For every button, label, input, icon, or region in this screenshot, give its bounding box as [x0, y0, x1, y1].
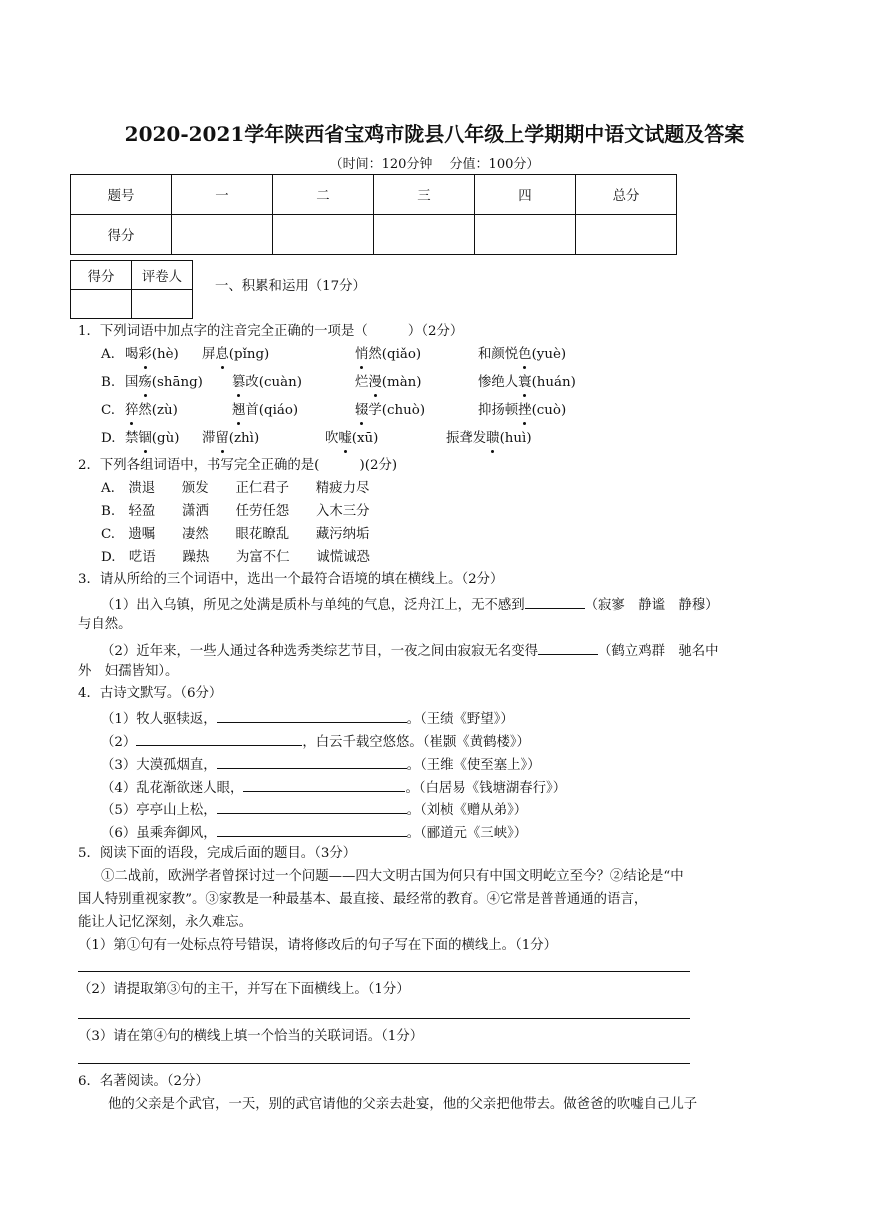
answer-line[interactable] — [78, 1063, 690, 1064]
score-blank-cell[interactable] — [172, 215, 273, 255]
grader-score-blank[interactable] — [71, 290, 132, 319]
question-2-stem: 2．下列各组词语中，书写完全正确的是( )(2分) — [78, 458, 398, 473]
score-cell: 三 — [374, 175, 475, 215]
q5-passage-line: ①二战前，欧洲学者曾探讨过一个问题——四大文明古国为何只有中国文明屹立至今？②结论是“中 — [101, 869, 684, 884]
score-blank-cell[interactable] — [374, 215, 475, 255]
page-title: 2020-2021学年陕西省宝鸡市陇县八年级上学期期中语文试题及答案 — [124, 122, 745, 146]
score-table-score-row — [71, 215, 677, 255]
q5-passage-line: 能让人记忆深刻，永久难忘。 — [78, 915, 253, 930]
q6-passage-line: 他的父亲是个武官，一天，别的武官请他的父亲去赴宴，他的父亲把他带去。做爸爸的吹嘘自己儿子 — [108, 1097, 698, 1112]
q4-line-2: （2） ，白云千载空悠悠。（崔颢《黄鹤楼》） — [101, 731, 530, 752]
answer-blank[interactable] — [243, 777, 405, 792]
score-cell: 一 — [172, 175, 273, 215]
answer-blank[interactable] — [525, 594, 585, 609]
question-4-stem: 4．古诗文默写。（6分） — [78, 686, 223, 701]
q5-passage-line: 国人特别重视家教”。③家教是一种最基本、最直接、最经常的教育。④它常是普普通通的语言， — [78, 892, 648, 907]
score-row-label: 得分 — [71, 215, 172, 255]
q5-sub-2: （2）请提取第③句的主干，并写在下面横线上。（1分） — [78, 982, 410, 997]
q4-line-1: （1）牧人驱犊返， 。（王绩《野望》） — [101, 708, 514, 729]
score-blank-cell[interactable] — [273, 215, 374, 255]
answer-blank[interactable] — [217, 799, 407, 814]
q2-option-d: D. 呓语 躁热 为富不仁 诚慌诚恐 — [101, 550, 370, 565]
q3-sub-2: （2）近年来，一些人通过各种选秀类综艺节目，一夜之间由寂寂无名变得 （鹤立鸡群 驰名中 — [101, 640, 719, 661]
answer-line[interactable] — [78, 971, 690, 972]
section-heading: 一、积累和运用（17分） — [215, 279, 366, 294]
grader-score-label: 得分 — [71, 261, 132, 290]
answer-blank[interactable] — [136, 731, 302, 746]
score-table — [70, 174, 677, 255]
grader-table — [70, 260, 193, 319]
score-blank-cell[interactable] — [475, 215, 576, 255]
question-6-stem: 6．名著阅读。（2分） — [78, 1074, 209, 1089]
q2-option-a: A. 溃退 颁发 正仁君子 精疲力尽 — [101, 481, 370, 496]
score-blank-cell[interactable] — [576, 215, 677, 255]
q3-sub-1-cont: 与自然。 — [78, 617, 132, 632]
q4-line-5: （5）亭亭山上松， 。（刘桢《赠从弟》） — [101, 799, 527, 820]
grader-label: 评卷人 — [132, 261, 193, 290]
question-5-stem: 5．阅读下面的语段，完成后面的题目。（3分） — [78, 846, 357, 861]
score-cell: 题号 — [71, 175, 172, 215]
q4-line-4: （4）乱花渐欲迷人眼， 。（白居易《钱塘湖春行》） — [101, 777, 566, 798]
q4-line-3: （3）大漠孤烟直， 。（王维《使至塞上》） — [101, 754, 541, 775]
score-table-header-row — [71, 175, 677, 215]
question-3-stem: 3．请从所给的三个词语中，选出一个最符合语境的填在横线上。（2分） — [78, 572, 504, 587]
answer-blank[interactable] — [217, 754, 407, 769]
q5-sub-3: （3）请在第④句的横线上填一个恰当的关联词语。（1分） — [78, 1029, 424, 1044]
q5-sub-1: （1）第①句有一处标点符号错误，请将修改后的句子写在下面的横线上。（1分） — [78, 938, 558, 953]
q3-sub-1: （1）出入乌镇，所见之处满是质朴与单纯的气息，泛舟江上，无不感到 （寂寥 静谧 静穆） — [101, 594, 719, 615]
score-cell: 总分 — [576, 175, 677, 215]
q3-sub-2-cont: 外 妇孺皆知）。 — [78, 664, 179, 679]
question-1-stem: 1．下列词语中加点字的注音完全正确的一项是（ ）（2分） — [78, 324, 464, 339]
q2-option-c: C. 遗嘱 凄然 眼花瞭乱 藏污纳垢 — [101, 527, 370, 542]
answer-blank[interactable] — [217, 708, 407, 723]
grader-name-blank[interactable] — [132, 290, 193, 319]
q4-line-6: （6）虽乘奔御风， 。（郦道元《三峡》） — [101, 822, 527, 843]
score-cell: 二 — [273, 175, 374, 215]
answer-blank[interactable] — [538, 640, 598, 655]
answer-line[interactable] — [78, 1018, 690, 1019]
q2-option-b: B. 轻盈 潇洒 任劳任怨 入木三分 — [101, 504, 370, 519]
exam-time-score: （时间：120分钟 分值：100分） — [329, 157, 540, 172]
score-cell: 四 — [475, 175, 576, 215]
answer-blank[interactable] — [217, 822, 407, 837]
